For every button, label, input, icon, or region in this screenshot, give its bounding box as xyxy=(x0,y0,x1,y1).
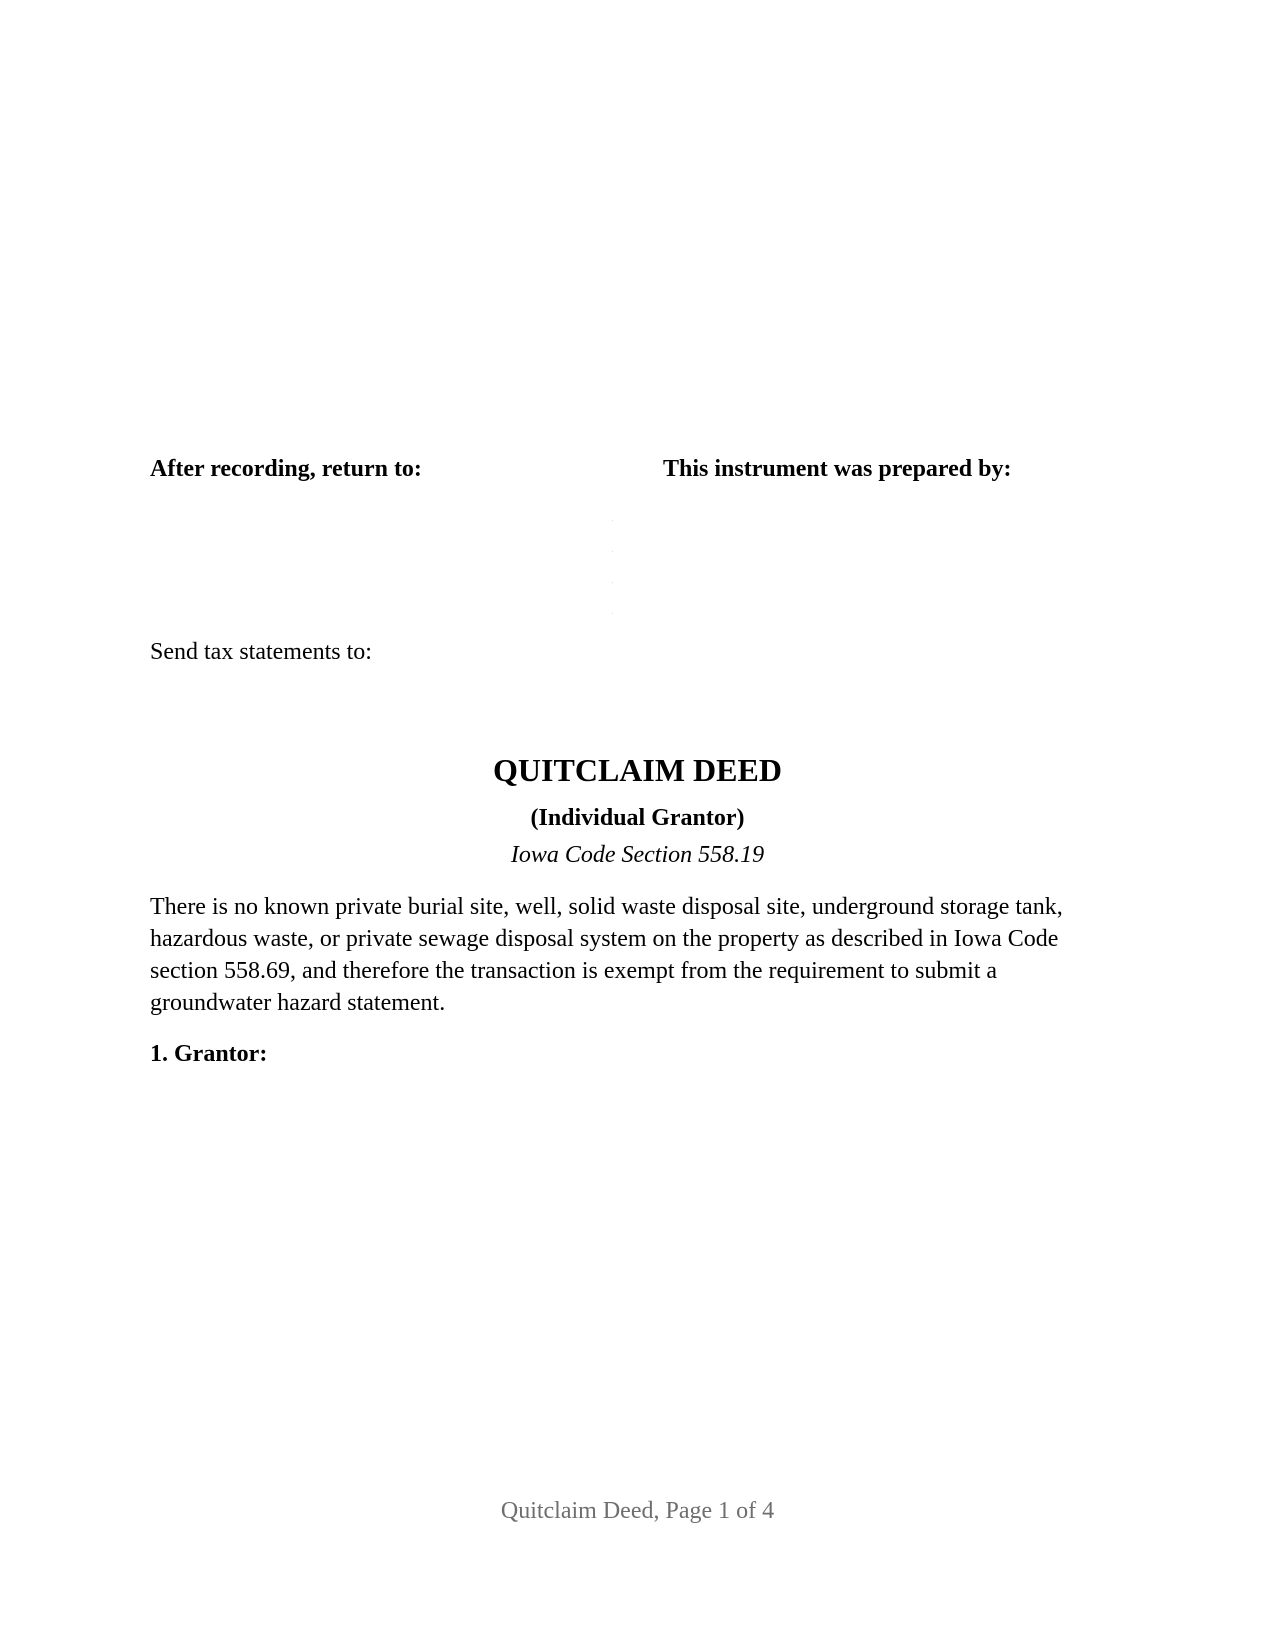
document-title: QUITCLAIM DEED xyxy=(493,752,782,788)
column-divider xyxy=(612,520,614,620)
code-reference: Iowa Code Section 558.19 xyxy=(510,842,765,868)
return-to-label: After recording, return to: xyxy=(150,456,422,482)
page-footer: Quitclaim Deed, Page 1 of 4 xyxy=(500,1498,775,1524)
document-subtitle: (Individual Grantor) xyxy=(530,805,745,831)
grantor-heading: 1. Grantor: xyxy=(150,1041,268,1067)
groundwater-statement: There is no known private burial site, well, solid waste disposal site, underground storage tank, hazardous waste, or private sewage disposal system on the property as described in Iowa Code section 558.69, and therefore the transaction is exempt from the requirement to submit a groundwater hazard statement. xyxy=(150,894,1063,1016)
tax-statements-label: Send tax statements to: xyxy=(150,639,372,665)
prepared-by-label: This instrument was prepared by: xyxy=(663,456,1012,482)
